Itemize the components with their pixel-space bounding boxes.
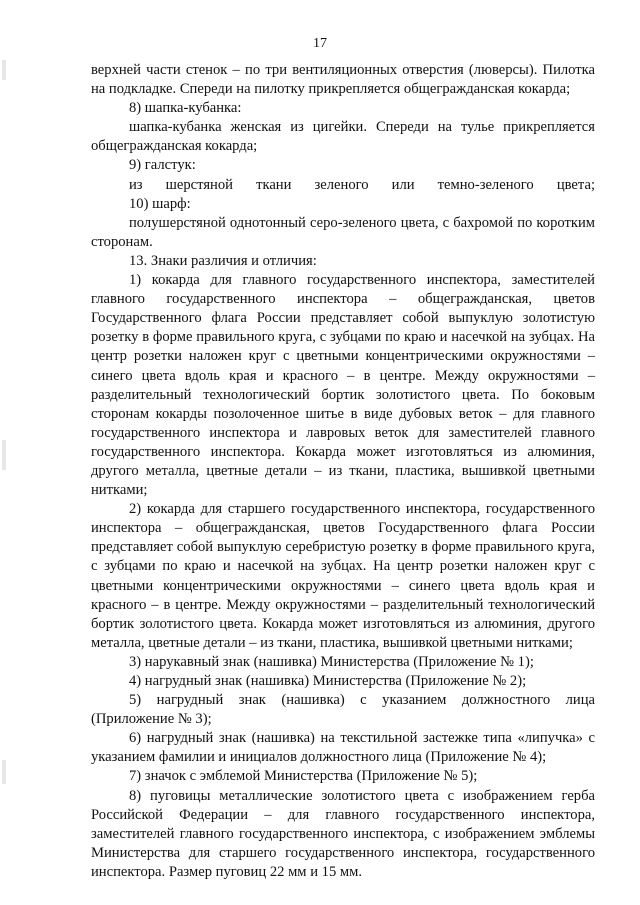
- page-number: 17: [313, 36, 327, 51]
- list-item-heading: 9) галстук:: [129, 157, 196, 174]
- list-item: 6) нагрудный знак (нашивка) на текстильной застежке типа «липучка» с указанием фамилии и инициалов должностного лица (Приложение № 4);: [91, 730, 595, 766]
- paragraph: из шерстяной ткани зеленого или темно-зеленого цвета;: [129, 176, 595, 193]
- list-item-heading: 10) шарф:: [129, 195, 191, 212]
- list-item: 2) кокарда для старшего государственного инспектора, государственного инспектора – общегражданская, цветов Государственного флага России представляет собой выпуклую серебристую розетку в форме правильного круга, с зубцами по краю и насечкой на зубцах. На центр розетки наложен круг с цветными концентрическими окружностями – синего цвета вдоль края и красного – в центре. Между окружностями – разделительный технологический бортик золотистого цвета. Кокарда может изготовляться из алюминия, другого металла, цветные детали – из ткани, пластика, вышивкой цветными нитками;: [91, 501, 595, 651]
- paragraph: верхней части стенок – по три вентиляционных отверстия (люверсы). Пилотка на подкладке. Спереди на пилотку прикрепляется общегражданская кокарда;: [91, 62, 595, 98]
- paragraph: полушерстяной однотонный серо-зеленого цвета, с бахромой по коротким сторонам.: [91, 214, 595, 250]
- list-item-heading: 8) шапка-кубанка:: [129, 100, 242, 117]
- document-body: [91, 61, 595, 882]
- list-item: 3) нарукавный знак (нашивка) Министерства (Приложение № 1);: [129, 653, 534, 670]
- scan-edge-mark: [2, 760, 6, 784]
- list-item: 7) значок с эмблемой Министерства (Приложение № 5);: [129, 768, 478, 785]
- list-item: 8) пуговицы металлические золотистого цвета с изображением герба Российской Федерации – для главного государственного инспектора, заместителей главного государственного инспектора, с изображением эмблемы Министерства для старшего государственного инспектора, государственного инспектора. Размер пуговиц 22 мм и 15 мм.: [91, 787, 595, 880]
- list-item: 1) кокарда для главного государственного инспектора, заместителей главного государственного инспектора – общегражданская, цветов Государственного флага России представляет собой выпуклую золотистую розетку в форме правильного круга, с зубцами по краю и насечкой на зубцах. На центр розетки наложен круг с цветными концентрическими окружностями – синего цвета вдоль края и красного – в центре. Между окружностями – разделительный технологический бортик золотистого цвета. По боковым сторонам кокарды позолоченное шитье в виде дубовых веток – для главного государственного инспектора и лавровых веток для заместителей главного государственного инспектора. Кокарда может изготовляться из алюминия, другого металла, цветные детали – из ткани, пластика, вышивкой цветными нитками;: [91, 272, 595, 499]
- section-heading: 13. Знаки различия и отличия:: [129, 252, 317, 269]
- paragraph: шапка-кубанка женская из цигейки. Спереди на тулье прикрепляется общегражданская кокарда;: [91, 119, 595, 155]
- list-item: 5) нагрудный знак (нашивка) с указанием должностного лица (Приложение № 3);: [91, 692, 595, 728]
- scan-edge-mark: [2, 60, 6, 80]
- list-item: 4) нагрудный знак (нашивка) Министерства (Приложение № 2);: [129, 673, 527, 689]
- scan-edge-mark: [2, 440, 6, 470]
